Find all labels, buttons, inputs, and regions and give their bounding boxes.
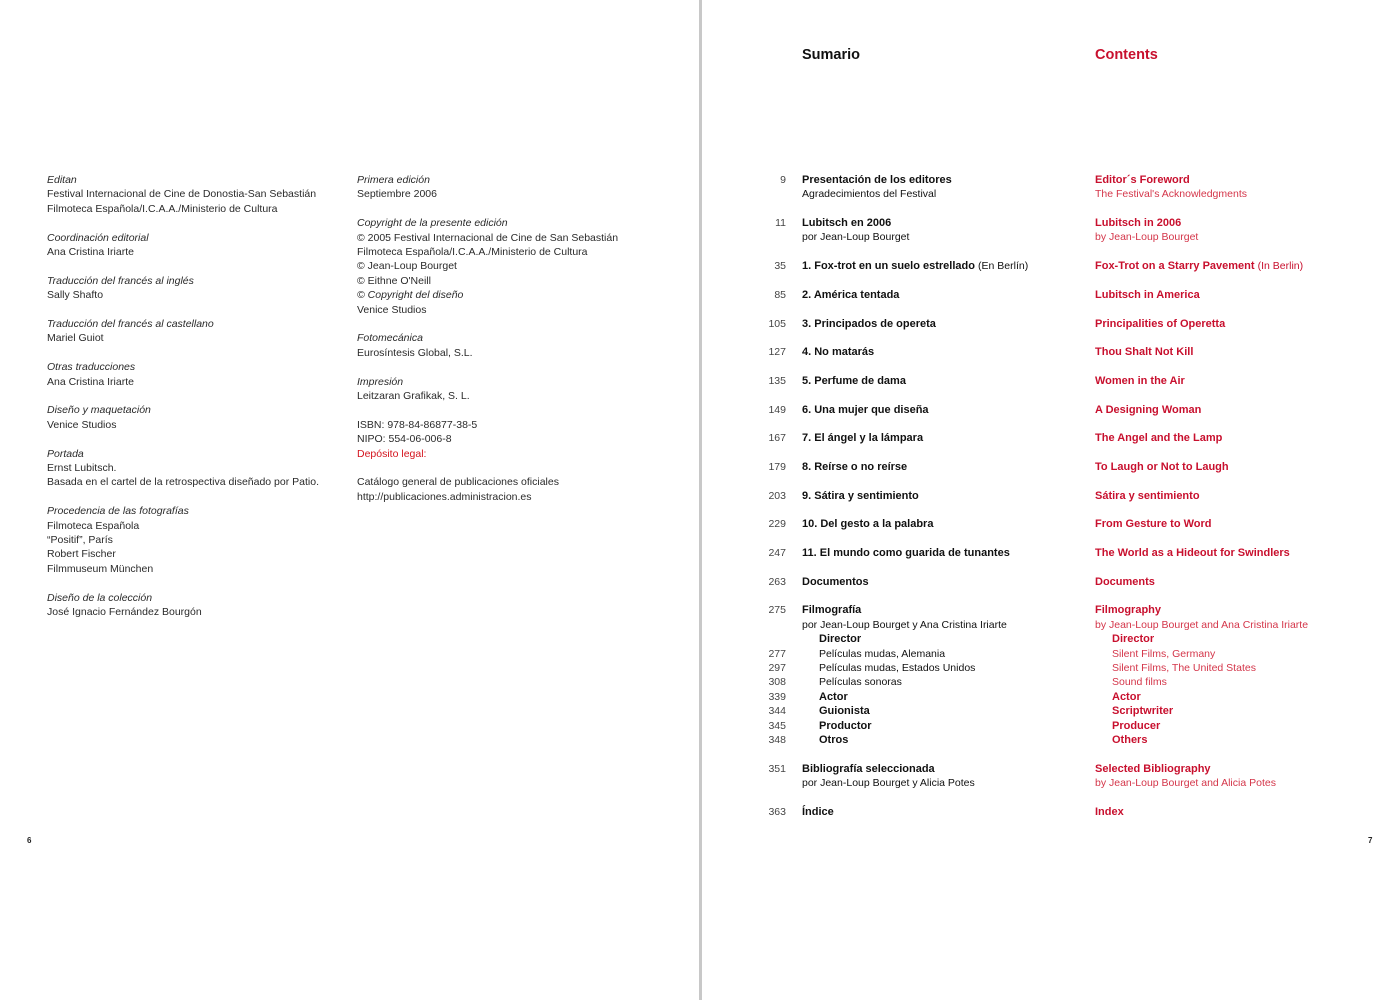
toc-sub-es: por Jean-Loup Bourget y Alicia Potes — [802, 777, 975, 789]
toc-title-es: 8. Reírse o no reírse — [802, 460, 908, 473]
toc-page: 308 — [768, 676, 786, 689]
nipo: NIPO: 554-06-006-8 — [357, 433, 452, 446]
toc-page: 363 — [768, 805, 786, 818]
toc-subentry[interactable] — [0, 661, 1400, 675]
toc-title-en: Thou Shalt Not Kill — [1095, 346, 1194, 359]
toc-title-en: Editor´s Foreword — [1095, 174, 1190, 186]
toc-page: 351 — [768, 762, 786, 775]
credit-label: Coordinación editorial — [47, 231, 149, 244]
toc-entry[interactable] — [0, 517, 1400, 531]
toc-page: 345 — [768, 719, 786, 732]
toc-sub-title-en: Silent Films, Germany — [1112, 647, 1216, 660]
toc-note-en: (In Berlin) — [1257, 260, 1304, 273]
credit-line: Mariel Guiot — [47, 332, 104, 345]
toc-subline — [0, 776, 1400, 790]
toc-sub-title-es: Guionista — [819, 705, 870, 718]
toc-sub-title-en: Sound films — [1112, 676, 1167, 689]
toc-title-es: 4. No matarás — [802, 346, 875, 359]
toc-title-en: Lubitsch in America — [1095, 288, 1200, 301]
credit-line: Venice Studios — [47, 418, 117, 431]
toc-page: 105 — [768, 317, 786, 330]
toc-sub-title-en: Others — [1112, 733, 1148, 746]
credit-label: Procedencia de las fotografías — [47, 505, 189, 518]
credit-label: Diseño y maquetación — [47, 404, 151, 417]
toc-page: 229 — [768, 518, 786, 531]
toc-subentry[interactable] — [0, 704, 1400, 718]
toc-title-en: A Designing Woman — [1095, 403, 1202, 416]
toc-subentry[interactable] — [0, 675, 1400, 689]
toc-title-es: 7. El ángel y la lámpara — [802, 432, 924, 445]
toc-sub-title-es: Películas sonoras — [819, 676, 902, 689]
credit-label: Otras traducciones — [47, 361, 136, 374]
toc-sub-title-es: Películas mudas, Estados Unidos — [819, 661, 976, 674]
catalogo: Catálogo general de publicaciones oficiales — [357, 476, 559, 489]
toc-page: 35 — [774, 260, 786, 273]
toc-title-en: From Gesture to Word — [1095, 518, 1212, 531]
toc-title-es: Documentos — [802, 575, 869, 588]
toc-title-es: 10. Del gesto a la palabra — [802, 518, 934, 531]
toc-title-en: Index — [1095, 805, 1124, 818]
toc-title-en: Documents — [1095, 575, 1155, 588]
toc-title-es: 6. Una mujer que diseña — [802, 403, 929, 416]
toc-entry[interactable] — [0, 173, 1400, 187]
toc-entry[interactable] — [0, 805, 1400, 819]
toc-sub-es: por Jean-Loup Bourget — [802, 231, 910, 244]
toc-sub-title-en: Director — [1112, 633, 1155, 646]
credit-label: Portada — [47, 447, 84, 460]
toc-title-es: Índice — [802, 805, 834, 818]
deposito-legal: Depósito legal: — [357, 447, 427, 460]
credit-label: Copyright de la presente edición — [357, 217, 508, 230]
toc-entry[interactable] — [0, 374, 1400, 388]
credit-line: © Eithne O'Neill — [357, 274, 431, 287]
toc-sub-en: by Jean-Loup Bourget and Alicia Potes — [1095, 777, 1276, 789]
toc-title-es: Filmografía — [802, 604, 862, 617]
credit-line: © Jean-Loup Bourget — [357, 260, 457, 273]
toc-sub-es: Agradecimientos del Festival — [802, 188, 937, 201]
toc-title-es: 2. América tentada — [802, 288, 900, 301]
toc-title-en: Fox-Trot on a Starry Pavement — [1095, 260, 1255, 273]
credit-line: Ana Cristina Iriarte — [47, 246, 134, 259]
toc-title-en: Principalities of Operetta — [1095, 317, 1226, 330]
toc-page: 203 — [768, 489, 786, 502]
toc-subline — [0, 618, 1400, 632]
toc-note-es: (En Berlín) — [978, 260, 1029, 273]
credit-label: Fotomecánica — [357, 332, 423, 345]
toc-title-en: Lubitsch in 2006 — [1095, 217, 1182, 230]
credit-label: Diseño de la colección — [47, 591, 153, 604]
toc-subline — [0, 187, 1400, 201]
toc-page: 297 — [768, 661, 786, 674]
credit-line: Basada en el cartel de la retrospectiva diseñado por Patio. — [47, 476, 320, 489]
toc-title-en: The Angel and the Lamp — [1095, 432, 1223, 445]
toc-subentry[interactable] — [0, 733, 1400, 747]
toc-sub-title-en: Producer — [1112, 719, 1161, 732]
credit-line: Filmoteca Española — [47, 519, 140, 532]
toc-page: 149 — [768, 403, 786, 416]
toc-page: 339 — [768, 690, 786, 703]
toc-sub-en: by Jean-Loup Bourget and Ana Cristina Iriarte — [1095, 618, 1309, 631]
toc-sub-title-es: Actor — [819, 690, 848, 703]
toc-entry[interactable] — [0, 460, 1400, 474]
table-of-contents — [0, 173, 1400, 819]
toc-title-en: To Laugh or Not to Laugh — [1095, 460, 1229, 473]
credit-line: Sally Shafto — [47, 289, 104, 302]
toc-sub-title-en: Scriptwriter — [1112, 705, 1174, 718]
credit-label: Impresión — [357, 375, 404, 388]
toc-sub-title-es: Productor — [819, 719, 872, 732]
toc-title-es: 1. Fox-trot en un suelo estrellado — [802, 260, 975, 273]
toc-subentry[interactable] — [0, 647, 1400, 661]
toc-title-es: 3. Principados de opereta — [802, 317, 936, 330]
credit-line: Eurosíntesis Global, S.L. — [357, 346, 473, 359]
toc-sub-title-en: Actor — [1112, 690, 1141, 703]
toc-entry[interactable] — [0, 762, 1400, 776]
toc-title-es: 5. Perfume de dama — [802, 374, 906, 387]
toc-title-en: Selected Bibliography — [1095, 762, 1211, 775]
toc-sub-title-es: Director — [819, 633, 862, 646]
credit-line: Ernst Lubitsch. — [47, 462, 117, 475]
toc-sub-title-es: Películas mudas, Alemania — [819, 647, 946, 660]
credit-line: Venice Studios — [357, 303, 427, 316]
toc-entry[interactable] — [0, 546, 1400, 560]
credit-label: Primera edición — [357, 174, 430, 186]
credit-line: Filmoteca Española/I.C.A.A./Ministerio de Cultura — [47, 202, 278, 215]
toc-page: 135 — [768, 374, 786, 387]
toc-page: 247 — [768, 547, 786, 560]
credit-line: Robert Fischer — [47, 548, 116, 561]
toc-title-es: Bibliografía seleccionada — [802, 762, 935, 775]
toc-entry[interactable] — [0, 317, 1400, 331]
credit-line: José Ignacio Fernández Bourgón — [47, 606, 202, 619]
credit-label: Traducción del francés al castellano — [47, 318, 214, 331]
heading-contents: Contents — [1095, 47, 1158, 63]
toc-entry[interactable] — [0, 345, 1400, 359]
page-number-left: 6 — [27, 836, 32, 845]
toc-subentry[interactable] — [0, 690, 1400, 704]
toc-entry[interactable] — [0, 431, 1400, 445]
isbn: ISBN: 978-84-86877-38-5 — [357, 418, 478, 431]
toc-title-en: Women in the Air — [1095, 374, 1185, 387]
toc-title-en: Filmography — [1095, 604, 1162, 617]
toc-title-en: The World as a Hideout for Swindlers — [1095, 547, 1290, 560]
credit-line: Septiembre 2006 — [357, 188, 437, 201]
credit-line: Filmmuseum München — [47, 562, 154, 575]
toc-sub-es: por Jean-Loup Bourget y Ana Cristina Iriarte — [802, 618, 1007, 631]
toc-sub-title-en: Silent Films, The United States — [1112, 661, 1256, 674]
toc-page: 167 — [768, 432, 786, 445]
toc-entry[interactable] — [0, 403, 1400, 417]
toc-page: 275 — [768, 604, 786, 617]
heading-sumario: Sumario — [802, 47, 861, 63]
toc-entry[interactable] — [0, 603, 1400, 617]
toc-subline — [0, 230, 1400, 244]
catalogo-url[interactable]: http://publicaciones.administracion.es — [357, 490, 532, 503]
toc-page: 179 — [768, 460, 786, 473]
toc-entry[interactable] — [0, 575, 1400, 589]
toc-page: 277 — [768, 647, 786, 660]
toc-subentry[interactable] — [0, 719, 1400, 733]
toc-entry[interactable] — [0, 216, 1400, 230]
credit-line: “Positif”, París — [47, 534, 113, 547]
toc-subentry[interactable] — [0, 632, 1400, 646]
toc-sub-en: The Festival's Acknowledgments — [1095, 188, 1247, 201]
credit-line: Festival Internacional de Cine de Donostia-San Sebastián — [47, 188, 317, 201]
credit-line: Leitzaran Grafikak, S. L. — [357, 390, 470, 403]
toc-title-es: Presentación de los editores — [802, 174, 952, 186]
toc-page: 263 — [768, 575, 786, 588]
toc-sub-title-es: Otros — [819, 733, 849, 746]
credit-line: Filmoteca Española/I.C.A.A./Ministerio de Cultura — [357, 246, 588, 259]
toc-title-es: 9. Sátira y sentimiento — [802, 489, 919, 502]
credit-line: Ana Cristina Iriarte — [47, 375, 134, 388]
credit-line: © Copyright del diseño — [357, 289, 464, 302]
toc-page: 348 — [768, 733, 786, 746]
toc-entry[interactable] — [0, 259, 1400, 273]
page-number-right: 7 — [1368, 836, 1373, 845]
toc-page: 344 — [768, 705, 786, 718]
toc-page: 9 — [780, 174, 786, 186]
toc-title-en: Sátira y sentimiento — [1095, 489, 1200, 502]
toc-entry[interactable] — [0, 288, 1400, 302]
toc-page: 85 — [774, 288, 786, 301]
credit-label: Traducción del francés al inglés — [47, 274, 194, 287]
credit-line: © 2005 Festival Internacional de Cine de San Sebastián — [357, 231, 619, 244]
toc-entry[interactable] — [0, 489, 1400, 503]
credit-label: Editan — [47, 174, 77, 186]
toc-page: 127 — [768, 346, 786, 359]
toc-page: 11 — [775, 217, 786, 230]
toc-title-es: Lubitsch en 2006 — [802, 217, 892, 230]
toc-title-es: 11. El mundo como guarida de tunantes — [802, 547, 1010, 560]
toc-sub-en: by Jean-Loup Bourget — [1095, 231, 1199, 244]
